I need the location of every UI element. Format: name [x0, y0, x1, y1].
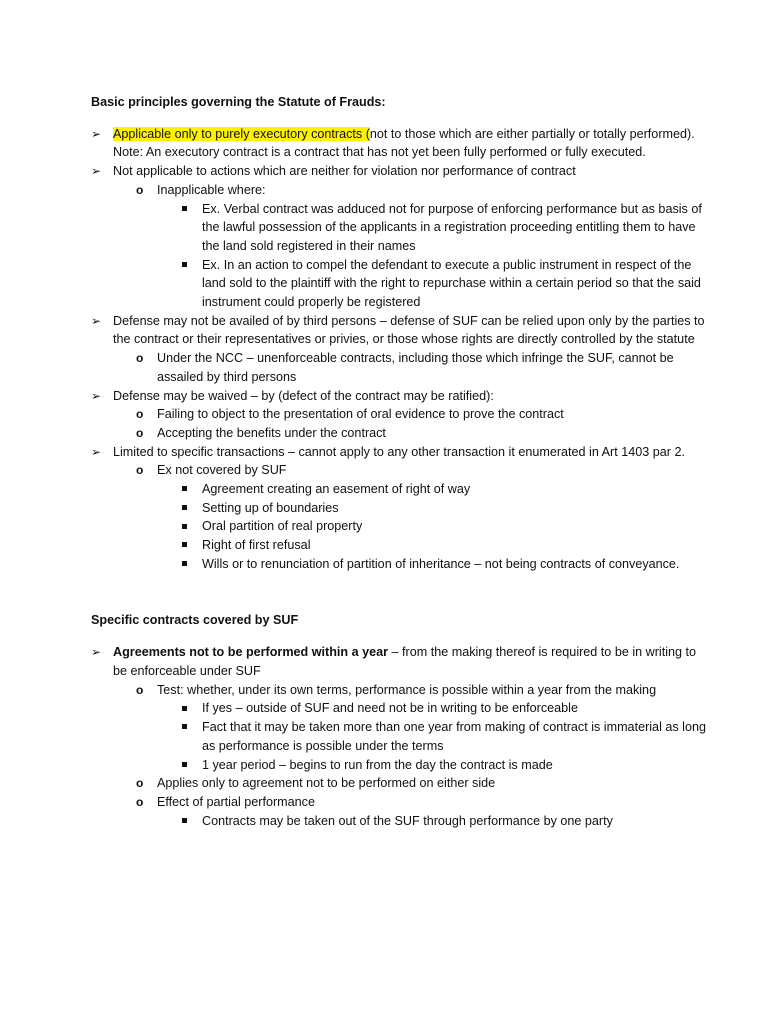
item-text: Not applicable to actions which are neither for violation nor performance of contract	[113, 164, 576, 179]
square-bullet-icon	[182, 499, 187, 518]
item-text: Ex not covered by SUF	[157, 463, 287, 478]
list-item	[136, 461, 710, 573]
item-text: Oral partition of real property	[202, 519, 363, 534]
item-text: 1 year period – begins to run from the day the contract is made	[202, 757, 553, 772]
list-item	[181, 699, 710, 718]
item-text: Wills or to renunciation of partition of inheritance – not being contracts of conveyance.	[202, 556, 680, 571]
list-item	[136, 181, 710, 312]
section-1-list	[91, 125, 710, 574]
list-item	[91, 387, 710, 443]
list-item	[181, 256, 710, 312]
list-item	[181, 718, 710, 755]
list-item	[181, 756, 710, 775]
list-item	[181, 517, 710, 536]
square-bullet-icon	[182, 699, 187, 718]
item-text: Ex. In an action to compel the defendant to execute a public instrument in respect of the land sold to the plaintiff with the right to repurchase within a certain period so that the said instrument could properly be registered	[202, 257, 701, 310]
square-bullet-icon	[182, 718, 187, 737]
circle-bullet-icon: o	[136, 682, 144, 697]
item-text: – from the making thereof is required to be in writing to be enforceable under SUF	[113, 645, 697, 678]
square-bullet-icon	[182, 256, 187, 275]
square-bullet-icon	[182, 536, 187, 555]
item-text: Defense may not be availed of by third persons – defense of SUF can be relied upon only by the parties to the contract or their representatives or privies, or those whose rights are directly controlled by the statute	[113, 313, 705, 347]
circle-bullet-icon: o	[136, 425, 144, 440]
item-text: Under the NCC – unenforceable contracts, including those which infringe the SUF, cannot be assailed by third persons	[157, 351, 674, 384]
section-2-heading: Specific contracts covered by SUF	[91, 612, 299, 627]
list-item	[91, 162, 710, 312]
arrow-icon: ➢	[91, 313, 102, 328]
item-text: Applies only to agreement not to be performed on either side	[157, 776, 496, 791]
square-bullet-icon	[182, 480, 187, 499]
square-bullet-icon	[182, 756, 187, 775]
list-item	[136, 774, 710, 793]
list-item	[181, 200, 710, 256]
sub-sub-list	[181, 812, 710, 831]
list-item	[136, 349, 710, 386]
item-text: Setting up of boundaries	[202, 500, 339, 515]
item-text: Limited to specific transactions – cannot apply to any other transaction it enumerated in Art 1403 par 2.	[113, 444, 685, 459]
arrow-icon: ➢	[91, 444, 102, 459]
list-item	[91, 643, 710, 830]
arrow-icon: ➢	[91, 388, 102, 403]
list-item	[136, 793, 710, 830]
circle-bullet-icon: o	[136, 407, 144, 422]
circle-bullet-icon: o	[136, 463, 144, 478]
section-1-heading: Basic principles governing the Statute of Frauds:	[91, 95, 386, 109]
item-text: not to those which are either partially or totally performed). Note: An executory contract is a contract that has not yet been fully performed or fully executed.	[113, 126, 695, 160]
square-bullet-icon	[182, 517, 187, 536]
item-text: Test: whether, under its own terms, performance is possible within a year from the making	[157, 682, 657, 697]
list-item	[91, 443, 710, 574]
arrow-icon: ➢	[91, 164, 102, 179]
sub-sub-list	[181, 200, 710, 312]
list-item	[136, 405, 710, 424]
square-bullet-icon	[182, 200, 187, 219]
list-item	[136, 681, 710, 775]
arrow-icon: ➢	[91, 645, 102, 660]
item-text: Contracts may be taken out of the SUF through performance by one party	[202, 813, 613, 828]
sub-list	[136, 461, 710, 573]
list-item	[181, 555, 710, 574]
list-item	[136, 424, 710, 443]
circle-bullet-icon: o	[136, 776, 144, 791]
highlighted-text: Applicable only to purely executory contracts (	[113, 126, 370, 141]
sub-list	[136, 405, 710, 442]
list-item	[181, 499, 710, 518]
sub-list	[136, 349, 710, 386]
item-text: Effect of partial performance	[157, 794, 315, 809]
circle-bullet-icon: o	[136, 351, 144, 366]
list-item	[181, 480, 710, 499]
square-bullet-icon	[182, 812, 187, 831]
circle-bullet-icon: o	[136, 182, 144, 197]
list-item	[181, 536, 710, 555]
item-text: Fact that it may be taken more than one year from making of contract is immaterial as long as performance is possible under the terms	[202, 720, 706, 753]
circle-bullet-icon: o	[136, 794, 144, 809]
item-text: Inapplicable where:	[157, 182, 266, 197]
square-bullet-icon	[182, 555, 187, 574]
sub-list	[136, 181, 710, 312]
list-item	[91, 312, 710, 387]
sub-list	[136, 681, 710, 831]
item-text: Agreement creating an easement of right of way	[202, 482, 471, 497]
section-2-list	[91, 643, 710, 830]
item-text: Ex. Verbal contract was adduced not for purpose of enforcing performance but as basis of the lawful possession of the applicants in a registration proceeding entitling them to have the land sold registered in their names	[202, 201, 702, 253]
item-text: If yes – outside of SUF and need not be in writing to be enforceable	[202, 701, 578, 716]
item-text: Failing to object to the presentation of oral evidence to prove the contract	[157, 407, 564, 422]
list-item	[181, 812, 710, 831]
sub-sub-list	[181, 699, 710, 774]
item-text: Accepting the benefits under the contract	[157, 425, 386, 440]
arrow-icon: ➢	[91, 126, 102, 141]
list-item	[91, 125, 710, 162]
bold-text: Agreements not to be performed within a year	[113, 645, 389, 660]
item-text: Right of first refusal	[202, 538, 311, 553]
item-text: Defense may be waived – by (defect of the contract may be ratified):	[113, 388, 494, 403]
sub-sub-list	[181, 480, 710, 574]
